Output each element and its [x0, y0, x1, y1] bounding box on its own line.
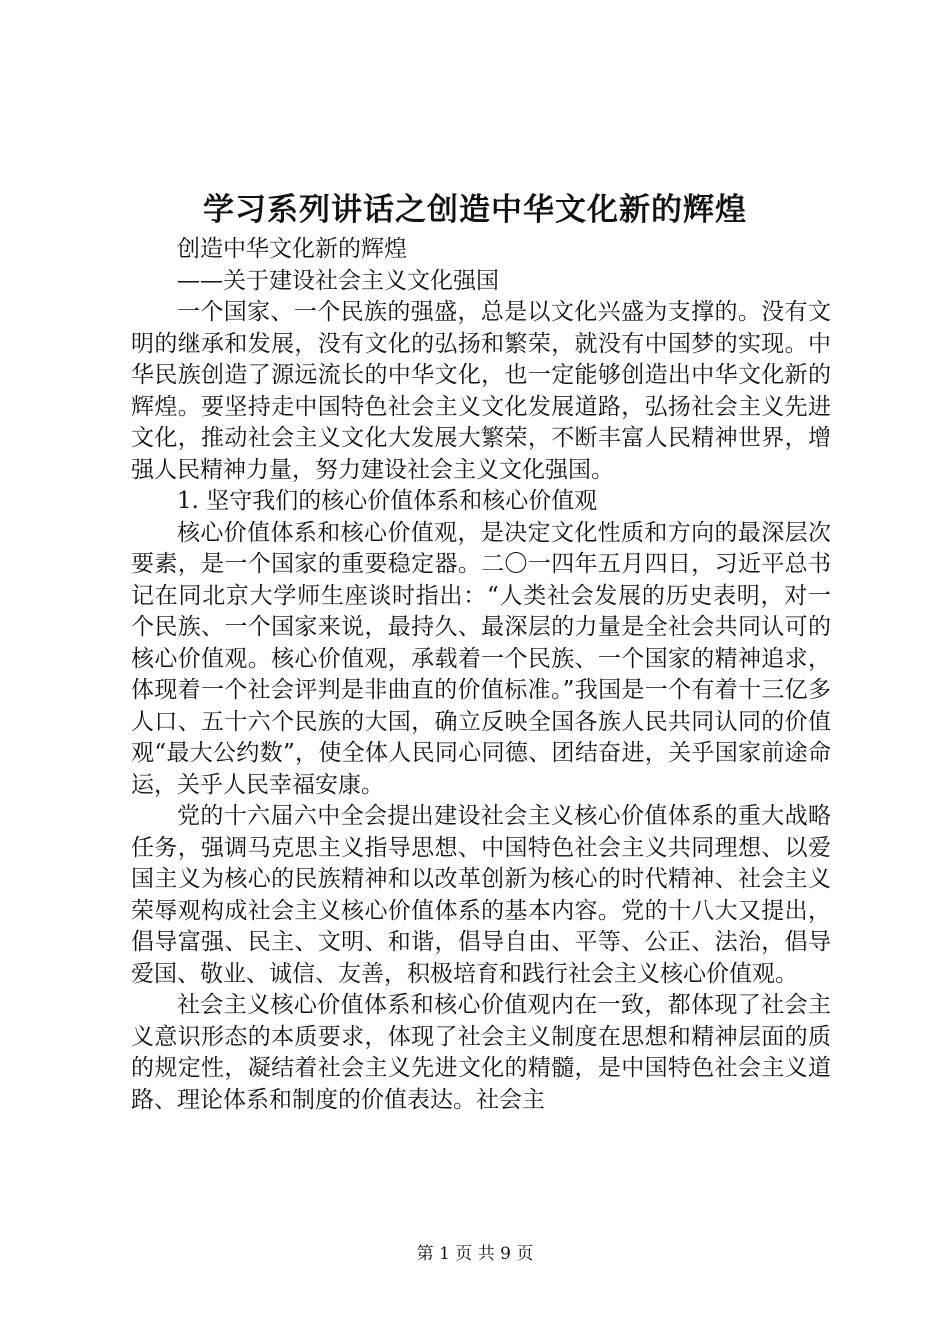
document-body	[131, 234, 831, 1116]
subtitle: 创造中华文化新的辉煌	[177, 236, 407, 262]
page-indicator: 第 1 页 共 9 页	[416, 1244, 534, 1264]
body-paragraph: 一个国家、一个民族的强盛，总是以文化兴盛为支撑的。没有文明的继承和发展，没有文化的弘扬和繁荣，就没有中国梦的实现。中华民族创造了源远流长的中华文化，也一定能够创造出中华文化新的辉煌。要坚持走中国特色社会主义文化发展道路，弘扬社会主义先进文化，推动社会主义文化大发展大繁荣，不断丰富人民精神世界，增强人民精神力量，努力建设社会主义文化强国。	[131, 299, 831, 483]
body-paragraph: 核心价值体系和核心价值观，是决定文化性质和方向的最深层次要素，是一个国家的重要稳定器。二〇一四年五月四日，习近平总书记在同北京大学师生座谈时指出：“人类社会发展的历史表明，对一个民族、一个国家来说，最持久、最深层的力量是全社会共同认可的核心价值观。核心价值观，承载着一个民族、一个国家的精神追求，体现着一个社会评判是非曲直的价值标准。”我国是一个有着十三亿多人口、五十六个民族的大国，确立反映全国各族人民共同认同的价值观“最大公约数”，使全体人民同心同德、团结奋进，关乎国家前途命运，关乎人民幸福安康。	[131, 519, 831, 798]
subtitle-dash: ——关于建设社会主义文化强国	[177, 267, 499, 294]
body-paragraph: 党的十六届六中全会提出建设社会主义核心价值体系的重大战略任务，强调马克思主义指导思想、中国特色社会主义共同理想、以爱国主义为核心的民族精神和以改革创新为核心的时代精神、社会主义荣辱观构成社会主义核心价值体系的基本内容。党的十八大又提出，倡导富强、民主、文明、和谐，倡导自由、平等、公正、法治，倡导爱国、敬业、诚信、友善，积极培育和践行社会主义核心价值观。	[131, 803, 831, 987]
section-heading: 1. 坚守我们的核心价值体系和核心价值观	[177, 488, 598, 514]
document-title: 学习系列讲话之创造中华文化新的辉煌	[203, 192, 747, 228]
body-paragraph: 社会主义核心价值体系和核心价值观内在一致，都体现了社会主义意识形态的本质要求，体现了社会主义制度在思想和精神层面的质的规定性，凝结着社会主义先进文化的精髓，是中国特色社会主义道路、理论体系和制度的价值表达。社会主	[131, 992, 831, 1113]
